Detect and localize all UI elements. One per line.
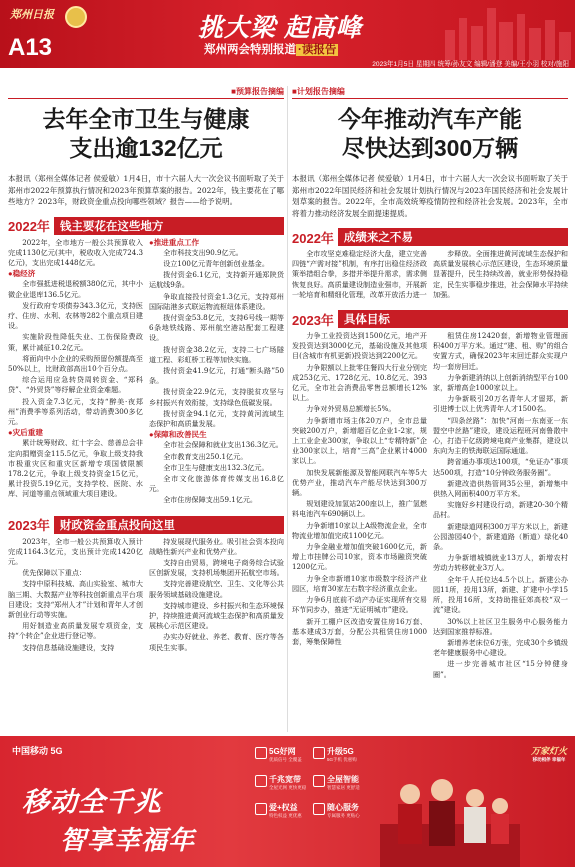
section-year: 2022年 — [8, 219, 50, 234]
paragraph: 全市住房保障支出59.1亿元。 — [163, 495, 258, 505]
paragraph: 租赁住房12420套，新增物业管理面积400万平方米。通过“建、租、购”的组合安置方式，确保2023年末回迁群众实现户均一套房回迁。 — [433, 331, 568, 371]
paragraph: 全市科技支出90.9亿元。 — [163, 247, 243, 257]
paragraph: 步释放。全面推进黄河流域生态保护和高质量发展核心示范区建设，生态环境质量显著提升，民生持续改善，就业形势保持稳定，民生实事稳步推进，社会保障水平持续加强。 — [433, 249, 568, 299]
headline-line-1: 去年全市卫生与健康 — [42, 106, 250, 132]
family-illustration-icon — [380, 754, 520, 867]
paragraph: 力争新增城镇就业13万人，新增农村劳动力转移就业3万人。 — [433, 553, 568, 573]
feature-desc: 专属服务 更贴心 — [327, 813, 360, 818]
city-skyline-icon — [435, 0, 575, 60]
ad-feature — [312, 802, 370, 830]
section-year: 2023年 — [8, 518, 50, 534]
promo-subtitle: 移动相伴 幸福年 — [532, 757, 566, 762]
headline-line-2: 尽快达到300万辆 — [341, 135, 519, 161]
section-heading — [292, 229, 568, 245]
paragraph: 规划建设加氢站200座以上，推广氢燃料电池汽车690辆以上。 — [292, 499, 427, 519]
paragraph: 争取直接投付资金1.3亿元，支持郑州国际陆港多式联运物流枢纽体系建设。 — [149, 291, 284, 311]
subheading: ●推进重点工作 — [149, 237, 200, 247]
ad-feature — [254, 746, 312, 774]
section-body — [8, 238, 284, 507]
section-title: 具体目标 — [338, 310, 568, 328]
paragraph: 将面向中小企业的采购预留份额提高至50%以上，比财政部高出10个百分点。 — [8, 353, 143, 373]
paragraph: 力争对外贸易总额增长5%。 — [306, 404, 396, 414]
paragraph: 力争金融业增加值突破1600亿元，新增上市挂牌公司10家，资本市场融资突破1200亿元。 — [292, 542, 427, 572]
paragraph: 新开工棚户区改造安置住房16万套、基本建成3万套，分配公共租赁住房1000套，筹集保障性 — [292, 616, 427, 646]
paragraph: 力争新增市场主体20万户，全市总量突破200万户，新增超百亿企业1-2家，规上工业企业300家，争取以上“专精特新”企业300家以上，培育“三高”企业累计4000家以上。 — [292, 415, 427, 466]
header-subtitle — [204, 41, 338, 57]
feature-title: 千兆宽带 — [254, 774, 312, 785]
ad-slogan-line-2: 智享幸福年 — [60, 825, 196, 855]
feature-title: 升级5G — [312, 746, 370, 757]
ad-brand: 中国移动 5G — [12, 746, 63, 756]
feature-desc: 特色权益 更优惠 — [269, 813, 302, 818]
section-body — [292, 249, 568, 301]
paragraph: 拨付资金6.1亿元，支持新开通郑陕货运航线9条。 — [149, 270, 284, 290]
body-column — [292, 331, 427, 681]
feature-desc: 全屋光网 更快更稳 — [269, 785, 307, 790]
subheading: ●稳经济 — [8, 269, 36, 279]
paragraph: 全市教育支出250.1亿元。 — [163, 451, 248, 461]
paragraph: 新增养老床位6万张，完成30个乡镇级老年健康服务中心建设。 — [433, 637, 568, 658]
article-lead: 本报讯（郑州全媒体记者 侯爱敏）1月4日，市十六届人大一次会议书面听取了关于郑州市2022年国民经济和社会发展计划执行情况与2023年国民经济和社会发展计划草案的报告。2022年，全市高效统筹疫情防控和经济社会发展。2023年，全市将着力推动经济发展全面提速提质。 — [292, 174, 568, 218]
paragraph: 支持信息基础设施建设，支持 — [22, 642, 115, 652]
paragraph: 力争新吸引20万名青年人才留郑，新引进博士以上优秀青年人才1500名。 — [433, 394, 568, 414]
paragraph: 加快发展新能源及智能网联汽车等5大优势产业，推动汽车产能尽快达到300万辆。 — [292, 467, 427, 498]
feature-desc: 优质信号 全覆盖 — [269, 757, 302, 762]
national-emblem-icon — [65, 6, 87, 28]
ad-feature — [312, 774, 370, 802]
feature-desc: 5G手机 优惠购 — [327, 757, 357, 762]
section-tag: ■预算报告摘编 — [8, 86, 284, 99]
paragraph: 全市强抵进税退税额380亿元，其中小微企业退库136.5亿元。 — [8, 279, 143, 299]
paragraph: 新建绿道网积300万平方米以上，新建公园游园40个，新建道路（断道）绿化40条。 — [433, 521, 568, 552]
paragraph: 力争限额以上批零住餐四大行业分别完成253亿元、1728亿元、10.8亿元、393亿元，全市社会消费品零售总额增长12%以上。 — [292, 362, 427, 403]
paragraph: 2023年，全市一般公共预算收入预计完成1164.3亿元，支出预计完成1420亿元。 — [8, 536, 143, 566]
section-heading — [292, 311, 568, 327]
feature-title: 随心服务 — [312, 802, 370, 813]
ad-promo-badge — [531, 744, 567, 763]
section-tag: ■计划报告摘编 — [292, 86, 568, 99]
china-mobile-advertisement[interactable] — [0, 736, 575, 867]
body-column — [8, 537, 143, 654]
section-heading — [8, 517, 284, 533]
paragraph: “四条丝路”：加快“河南一东南亚一东盟空中丝路”建设，建设运程班河南鲁散中心，打造干亿级跨境电商产业集群，建设以东向为主的铁海联运国际通道。 — [433, 415, 568, 456]
ad-feature — [254, 802, 312, 830]
body-column — [149, 537, 284, 654]
paragraph: 综合运用应急转贷周转资金、“郑科贷”、“外贸贷”等纾解企业资金难题。 — [8, 375, 143, 395]
section-title: 钱主要花在这些地方 — [54, 217, 284, 235]
article-headline — [292, 105, 568, 163]
paragraph: 拨付资金53.8亿元，支持6号线一期等6条地铁线路、郑州航空港站配套工程建设。 — [149, 312, 284, 343]
section-year: 2022年 — [292, 230, 334, 246]
paragraph: 累计统筹财政、红十字会、慈善总会非定向捐赠资金115.5亿元，争取上级支持我市极重灾区和重灾区新增专项国债限额178.2亿元，争取上级支持资金15亿元，累计投资5.19亿元，支持学校、医院、水库、河道等重点领域重大项目建设。 — [8, 438, 143, 499]
paragraph: 全市卫生与健康支出132.3亿元。 — [163, 462, 269, 472]
page-header — [0, 0, 575, 68]
ad-feature-grid — [254, 746, 370, 830]
body-column — [149, 238, 284, 507]
paragraph: 力争全市新增10家市级数字经济产业园区，培育30家左右数字经济重点企业。 — [292, 573, 427, 593]
paragraph: 实施阶段性降低失业、工伤保险费政策，累计减征10.2亿元。 — [8, 332, 143, 352]
paragraph: 力争新增10家以上A级物流企业，全市物流业增加值完成1100亿元。 — [292, 520, 427, 540]
body-column — [8, 238, 143, 507]
subheading: ●灾后重建 — [8, 428, 43, 438]
paragraph: 进一步完善城市社区“15分钟健身圈”。 — [433, 659, 568, 679]
paragraph: 支持城市建设、乡村振兴和生态环境保护，持续推进黄河流域生态保护和高质量发展核心示范区建设。 — [149, 600, 284, 631]
paragraph: 全市文化旅游体育传媒支出16.8亿元。 — [149, 473, 284, 494]
subheading: ●保障和改善民生 — [149, 430, 207, 440]
subtitle-main: 郑州两会特别报道 — [204, 44, 296, 56]
body-column — [292, 249, 427, 301]
paragraph: 支持完善建设航空、卫生、文化等公共服务领域基础设施建设。 — [149, 579, 284, 599]
feature-title: 全屋智能 — [312, 774, 370, 785]
budget-report-article — [8, 86, 284, 654]
paragraph: 全市社会保障和就业支出136.3亿元。 — [163, 440, 283, 450]
promo-title: 万家灯火 — [530, 746, 567, 756]
column-divider — [287, 86, 288, 732]
paragraph: 支持自由贸易，跨境电子商务综合试验区创新发展，支持机场集团开拓航空市场。 — [149, 557, 284, 578]
paragraph: 实施好乡村建设行动，新建20-30个精品村。 — [433, 500, 568, 520]
ad-feature — [312, 746, 370, 774]
ad-slogan-line-1: 移动全千兆 — [22, 787, 162, 817]
paragraph: 拨付资金41.9亿元，打通“断头路”50条。 — [149, 365, 284, 386]
paragraph: 优先保障以下重点： — [22, 568, 87, 578]
paragraph: 跨省通办事项达100项，“免证办”事项达500项，打造“10分钟政务服务圈”。 — [433, 457, 568, 477]
section-heading — [8, 218, 284, 234]
feature-desc: 智慧家居 更舒适 — [327, 785, 360, 790]
paragraph: 拨付资金38.2亿元，支持二七广场隧道工程、彩虹桥工程等加快实施。 — [149, 344, 284, 364]
paragraph: 拨付资金94.1亿元，支持黄河流域生态保护和高质量发展。 — [149, 408, 284, 428]
paragraph: 30%以上社区卫生服务中心服务能力达到国家推荐标准。 — [433, 616, 568, 636]
section-body — [8, 537, 284, 654]
ad-feature — [254, 774, 312, 802]
paragraph: 力争6月底前不动产办证实现所有交易环节同步办，推进“无证明城市”建设。 — [292, 595, 427, 615]
section-body — [292, 331, 568, 681]
feature-title: 5G好网 — [254, 746, 312, 757]
section-year: 2023年 — [292, 312, 334, 328]
paragraph: 拨付资金22.9亿元，支持脱贫攻坚与乡村振兴有效衔接，支持绿色低碳发展。 — [149, 387, 284, 407]
header-slogan: 挑大梁 起高峰 — [198, 14, 362, 42]
paragraph: 力争工业投资达到1500亿元，地产开发投资达到3000亿元，基础设施及其他项目(含城市有机更新)投资达到2200亿元。 — [292, 331, 427, 361]
plan-report-article — [292, 86, 568, 681]
feature-title: 爱+权益 — [254, 802, 312, 813]
paragraph: 全市攻坚克难稳定经济大盘，建立完善四链“产需对接”机制，有序打出稳住经济政策举措组合拳，多措并举提升需求，需求侧恢复良好。高质量建设制造业强市，开展新一轮培育和精细化管理，改革开放活力进一 — [292, 249, 427, 299]
paragraph: 设立100亿元青年创新创业基金。 — [163, 258, 269, 268]
paragraph: 投入资金7.3亿元，支持“醉美·夜郑州”消费季等系列活动，带动消费300多亿元。 — [8, 396, 143, 426]
headline-line-2: 支出逾132亿元 — [69, 135, 223, 161]
paragraph: 办实办好就业、养老、教育、医疗等各项民生实事。 — [149, 632, 284, 652]
body-column — [433, 331, 568, 681]
page-number: A13 — [8, 34, 53, 61]
paragraph: 新建改造供热管网35公里，新增集中供热入网面积400万平方米。 — [433, 478, 568, 499]
body-column — [433, 249, 568, 301]
paragraph: 2022年，全市地方一般公共预算收入完成1130亿元(其中，税收收入完成724.3亿元)，支出完成1448亿元。 — [8, 237, 143, 267]
paragraph: 支持中原科技城、高山实验室、城市大脑三期、大数据产业等科技创新重点平台项目建设；支持“郑州人才”计划和青年人才创新创业行动等实施。 — [8, 579, 143, 619]
newspaper-logo: 郑州日报 — [10, 8, 54, 21]
paragraph: 用好制造业高质量发展专项资金，支持“个转企”企业进行登记等。 — [8, 621, 143, 641]
paragraph: 全年千人托位达4.5个以上。新建公办园11所，投用13所，新建、扩建中小学15所，投用16所，支持助推征郊高校“双一流”建设。 — [433, 574, 568, 615]
paragraph: 持发展现代服务业。吸引社会资本投向战略性新兴产业和优势产业。 — [149, 536, 284, 556]
issue-meta: 2023年1月5日 星期四 统筹/孙友文 编辑/潘登 美编/王小羽 校对/施阳 — [372, 61, 569, 68]
section-title: 成绩来之不易 — [338, 228, 568, 246]
section-title: 财政资金重点投向这里 — [54, 516, 284, 534]
article-headline — [8, 105, 284, 163]
article-lead: 本报讯（郑州全媒体记者 侯爱敏）1月4日，市十六届人大一次会议书面听取了关于郑州市2022年预算执行情况和2023年预算草案的报告。2022年，钱主要花在了哪些地方？2023年，财政资金重点投向哪些领域？报告——给予说明。 — [8, 174, 284, 206]
paragraph: 发行政府专项债券343.3亿元，支持医疗、住房、水利、农林等282个重点项目建设。 — [8, 300, 143, 331]
subtitle-highlight: ·读报告 — [298, 44, 337, 56]
headline-line-1: 今年推动汽车产能 — [338, 106, 522, 132]
paragraph: 力争新建消纳以上创新消纳型平台100家，新增高企1000家以上。 — [433, 372, 568, 393]
